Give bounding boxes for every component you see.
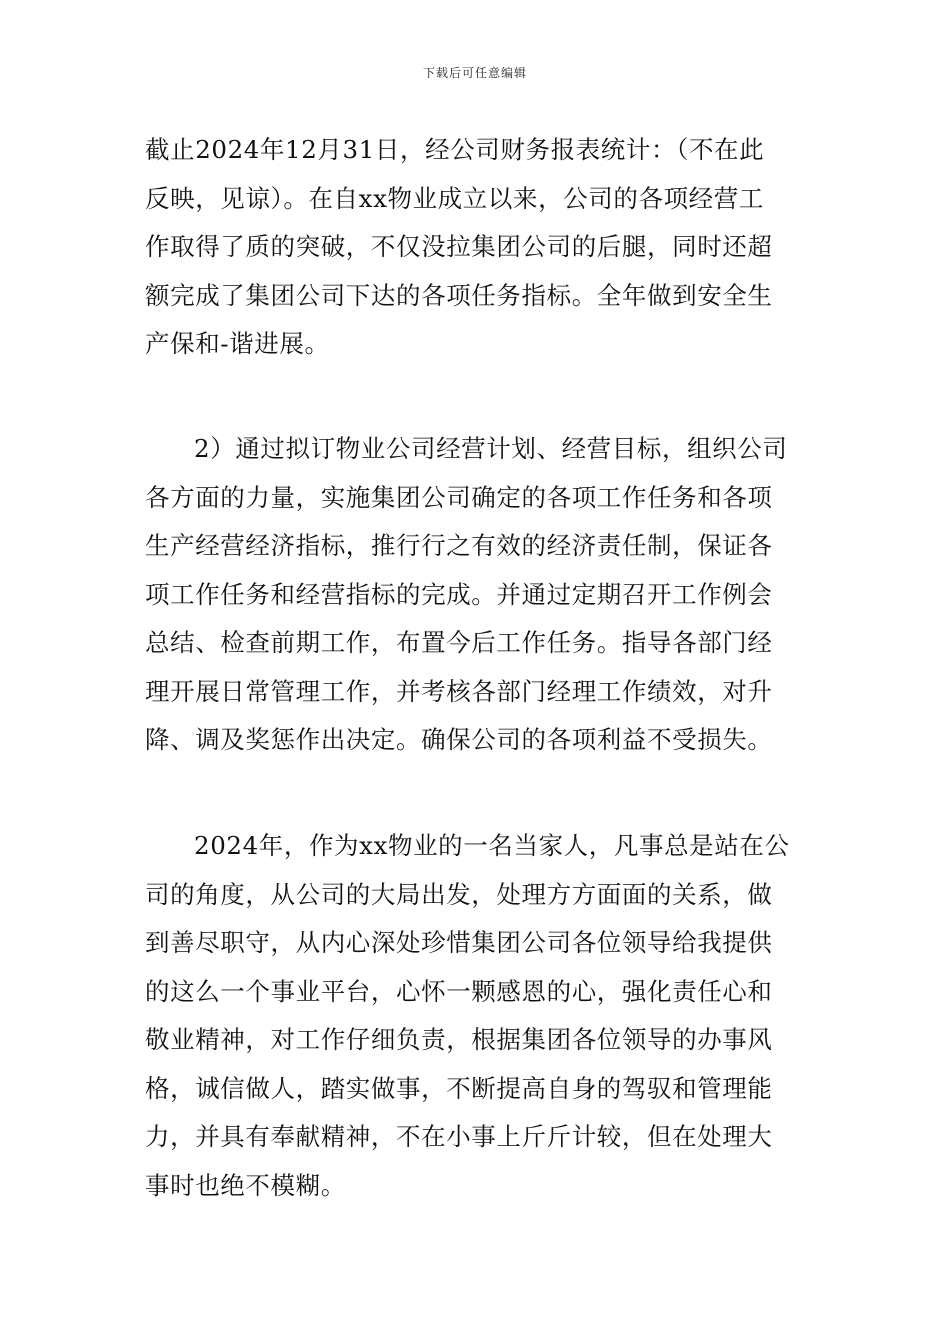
paragraph-line: 2024年，作为xx物业的一名当家人，凡事总是站在公 bbox=[194, 831, 790, 860]
paragraph-line: 项工作任务和经营指标的完成。并通过定期召开工作例会 bbox=[145, 579, 773, 609]
paragraph-line: 2）通过拟订物业公司经营计划、经营目标，组织公司 bbox=[194, 434, 788, 463]
paragraph-line: 各方面的力量，实施集团公司确定的各项工作任务和各项 bbox=[145, 482, 773, 512]
paragraph-line: 总结、检查前期工作，布置今后工作任务。指导各部门经 bbox=[145, 628, 773, 657]
paragraph-line: 生产经营经济指标，推行行之有效的经济责任制，保证各 bbox=[145, 531, 773, 560]
paragraph-line: 反映，见谅）。在自xx物业成立以来，公司的各项经营工 bbox=[145, 183, 764, 213]
paragraph-2 bbox=[145, 425, 810, 765]
paragraph-line: 的这么一个事业平台，心怀一颗感恩的心，强化责任心和 bbox=[145, 976, 773, 1006]
paragraph-line: 理开展日常管理工作，并考核各部门经理工作绩效，对升 bbox=[145, 676, 773, 706]
paragraph-line: 产保和-谐进展。 bbox=[145, 329, 330, 358]
paragraph-line: 力，并具有奉献精神，不在小事上斤斤计较，但在处理大 bbox=[145, 1122, 773, 1151]
paragraph-line: 额完成了集团公司下达的各项任务指标。全年做到安全生 bbox=[145, 280, 773, 310]
paragraph-1 bbox=[145, 126, 810, 369]
paragraph-line: 降、调及奖惩作出决定。确保公司的各项利益不受损失。 bbox=[145, 725, 773, 754]
paragraph-line: 到善尽职守，从内心深处珍惜集团公司各位领导给我提供 bbox=[145, 928, 773, 957]
paragraph-line: 截止2024年12月31日，经公司财务报表统计：（不在此 bbox=[145, 135, 765, 164]
paragraph-line: 事时也绝不模糊。 bbox=[145, 1170, 346, 1200]
paragraph-line: 格，诚信做人，踏实做事，不断提高自身的驾驭和管理能 bbox=[145, 1073, 773, 1103]
paragraph-3 bbox=[145, 822, 810, 1210]
paragraph-line: 司的角度，从公司的大局出发，处理方方面面的关系，做 bbox=[145, 879, 773, 909]
page-header: 下载后可任意编辑 bbox=[422, 66, 527, 80]
paragraph-line: 敬业精神，对工作仔细负责，根据集团各位领导的办事风 bbox=[145, 1025, 773, 1054]
paragraph-line: 作取得了质的突破，不仅没拉集团公司的后腿，同时还超 bbox=[145, 232, 773, 261]
